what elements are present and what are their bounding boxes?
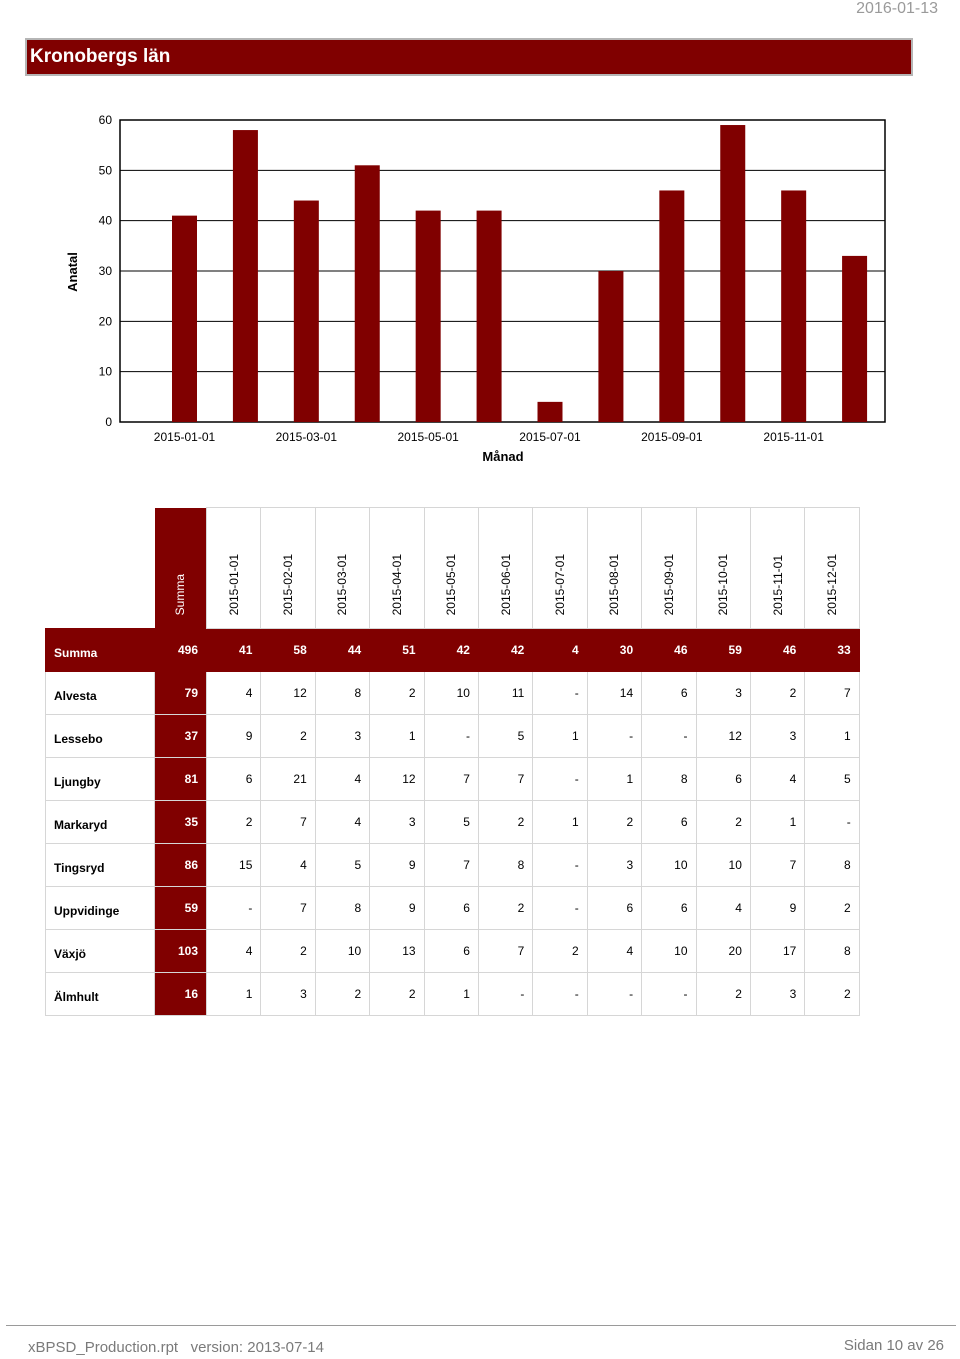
table-cell: 2 (261, 715, 315, 758)
table-row (46, 930, 860, 973)
column-header-month (315, 508, 369, 629)
table-cell: 1 (805, 715, 859, 758)
table-cell: 1 (533, 801, 587, 844)
table-cell: 10 (642, 930, 696, 973)
table-cell: 2 (696, 801, 750, 844)
x-tick-label: 2015-07-01 (519, 430, 581, 444)
bar (294, 201, 319, 422)
row-total: 81 (155, 758, 207, 801)
table-cell: 1 (207, 973, 261, 1016)
table-cell: 4 (587, 930, 641, 973)
bar (842, 256, 867, 422)
table-row (46, 844, 860, 887)
table-cell: 6 (642, 801, 696, 844)
table-cell: 12 (261, 672, 315, 715)
table-cell: 6 (424, 930, 478, 973)
row-total: 86 (155, 844, 207, 887)
table-cell: - (424, 715, 478, 758)
table-row (46, 715, 860, 758)
column-header-label: 2015-01-01 (226, 553, 241, 615)
table-cell: - (533, 844, 587, 887)
row-name: Tingsryd (46, 844, 155, 887)
table-cell: 4 (750, 758, 804, 801)
table-cell: 7 (750, 844, 804, 887)
row-name: Ljungby (46, 758, 155, 801)
table-cell: 6 (642, 672, 696, 715)
table-cell: 1 (370, 715, 424, 758)
table-cell: 4 (315, 801, 369, 844)
table-cell: 8 (805, 844, 859, 887)
title-bar (25, 38, 913, 76)
table-cell: 6 (207, 758, 261, 801)
row-name: Uppvidinge (46, 887, 155, 930)
table-cell: 4 (207, 672, 261, 715)
table-cell: - (642, 973, 696, 1016)
row-name: Markaryd (46, 801, 155, 844)
table-cell: 9 (370, 887, 424, 930)
table-cell: 1 (750, 801, 804, 844)
column-header-month (424, 508, 478, 629)
table-cell: 2 (696, 973, 750, 1016)
table-cell: - (587, 973, 641, 1016)
row-total: 37 (155, 715, 207, 758)
table-cell: - (533, 887, 587, 930)
table-cell: 5 (805, 758, 859, 801)
column-header-label: 2015-10-01 (716, 553, 731, 615)
table-cell: 6 (587, 887, 641, 930)
bar (598, 271, 623, 422)
column-header-month (261, 508, 315, 629)
table-cell: 3 (587, 844, 641, 887)
bar (538, 402, 563, 422)
table-header-row (46, 508, 860, 629)
table-cell: 1 (424, 973, 478, 1016)
table-cell: - (587, 715, 641, 758)
table-cell: 1 (533, 715, 587, 758)
bar (781, 190, 806, 422)
row-total: 35 (155, 801, 207, 844)
table-cell: 3 (261, 973, 315, 1016)
table-cell: 3 (370, 801, 424, 844)
column-header-month (696, 508, 750, 629)
table-cell: 46 (642, 629, 696, 672)
table-cell: 5 (315, 844, 369, 887)
column-header-month (587, 508, 641, 629)
table-cell: 4 (696, 887, 750, 930)
column-header-label: 2015-06-01 (498, 553, 513, 615)
row-name: Växjö (46, 930, 155, 973)
x-tick-label: 2015-09-01 (641, 430, 703, 444)
row-total: 16 (155, 973, 207, 1016)
x-tick-label: 2015-03-01 (275, 430, 338, 444)
table-cell: - (478, 973, 532, 1016)
y-tick-label: 10 (98, 364, 112, 379)
table-cell: 7 (261, 801, 315, 844)
footer-report-name: xBPSD_Production.rpt version: 2013-07-14 (28, 1339, 324, 1356)
table-cell: - (642, 715, 696, 758)
table-cell: 7 (261, 887, 315, 930)
y-axis-label: Anatal (65, 252, 80, 292)
table-cell: - (533, 973, 587, 1016)
table-cell: 20 (696, 930, 750, 973)
column-header-month (750, 508, 804, 629)
table-cell: 33 (805, 629, 859, 672)
column-header-label: 2015-12-01 (824, 553, 839, 615)
column-header-label: 2015-11-01 (770, 554, 785, 615)
table-cell: 21 (261, 758, 315, 801)
row-total: 496 (155, 629, 207, 672)
table-row (46, 672, 860, 715)
table-cell: - (533, 758, 587, 801)
table-cell: - (805, 801, 859, 844)
column-header-label: 2015-08-01 (607, 553, 622, 615)
column-header-month (478, 508, 532, 629)
table-cell: 1 (587, 758, 641, 801)
column-header-summa (155, 508, 207, 629)
y-tick-label: 0 (105, 415, 112, 429)
bar (233, 130, 258, 422)
table-cell: 7 (424, 844, 478, 887)
table-cell: 10 (642, 844, 696, 887)
table-cell: 2 (750, 672, 804, 715)
table-cell: 4 (207, 930, 261, 973)
table-cell: 3 (750, 715, 804, 758)
y-tick-label: 20 (98, 314, 112, 329)
bar (355, 165, 380, 422)
x-tick-label: 2015-11-01 (763, 430, 824, 444)
table-cell: 10 (424, 672, 478, 715)
table-cell: 46 (750, 629, 804, 672)
column-header-label: 2015-03-01 (335, 553, 350, 615)
bar (477, 211, 502, 422)
table-cell: 2 (805, 973, 859, 1016)
table-cell: 30 (587, 629, 641, 672)
column-header-month (805, 508, 859, 629)
bar (659, 190, 684, 422)
table-cell: 2 (261, 930, 315, 973)
table-cell: 8 (315, 887, 369, 930)
table-cell: 10 (696, 844, 750, 887)
row-name: Lessebo (46, 715, 155, 758)
table-row (46, 887, 860, 930)
table-cell: 17 (750, 930, 804, 973)
table-cell: 6 (424, 887, 478, 930)
table-cell: 41 (207, 629, 261, 672)
summary-row (46, 629, 860, 672)
table-cell: 5 (424, 801, 478, 844)
table-cell: 51 (370, 629, 424, 672)
bar (720, 125, 745, 422)
table-cell: 12 (696, 715, 750, 758)
column-header-label: 2015-07-01 (553, 553, 568, 615)
row-total: 59 (155, 887, 207, 930)
table-cell: 11 (478, 672, 532, 715)
table-cell: 2 (370, 973, 424, 1016)
table-cell: - (207, 887, 261, 930)
table-cell: 13 (370, 930, 424, 973)
x-axis-label: Månad (482, 449, 524, 464)
table-row (46, 758, 860, 801)
table-cell: 59 (696, 629, 750, 672)
table-cell: 5 (478, 715, 532, 758)
table-cell: 7 (478, 930, 532, 973)
table-cell: 2 (315, 973, 369, 1016)
row-total: 103 (155, 930, 207, 973)
table-cell: 2 (805, 887, 859, 930)
table-cell: 8 (805, 930, 859, 973)
bar (416, 211, 441, 422)
table-cell: 4 (533, 629, 587, 672)
data-table (45, 507, 860, 1016)
table-cell: 10 (315, 930, 369, 973)
row-name: Alvesta (46, 672, 155, 715)
table-cell: 3 (696, 672, 750, 715)
table-cell: 4 (315, 758, 369, 801)
table-cell: 6 (696, 758, 750, 801)
table-cell: 2 (207, 801, 261, 844)
page-title: Kronobergs län (30, 46, 171, 67)
table-cell: 44 (315, 629, 369, 672)
table-cell: 9 (750, 887, 804, 930)
table-cell: 8 (478, 844, 532, 887)
column-header-month (207, 508, 261, 629)
row-name: Älmhult (46, 973, 155, 1016)
table-cell: 4 (261, 844, 315, 887)
row-name: Summa (46, 629, 155, 672)
table-cell: 7 (424, 758, 478, 801)
table-cell: 8 (315, 672, 369, 715)
y-tick-label: 60 (98, 113, 112, 127)
table-cell: 9 (370, 844, 424, 887)
table-cell: 2 (533, 930, 587, 973)
table-row (46, 801, 860, 844)
table-cell: 15 (207, 844, 261, 887)
table-cell: 3 (750, 973, 804, 1016)
table-cell: 14 (587, 672, 641, 715)
y-tick-label: 30 (98, 264, 112, 278)
report-date: 2016-01-13 (856, 0, 938, 17)
table-cell: - (533, 672, 587, 715)
table-cell: 42 (424, 629, 478, 672)
table-cell: 7 (478, 758, 532, 801)
table-cell: 2 (587, 801, 641, 844)
table-cell: 2 (370, 672, 424, 715)
footer-page-number: Sidan 10 av 26 (843, 1337, 944, 1354)
table-cell: 8 (642, 758, 696, 801)
y-tick-label: 50 (98, 163, 112, 178)
table-cell: 6 (642, 887, 696, 930)
column-header-label: 2015-02-01 (281, 553, 296, 615)
table-header-blank (46, 508, 155, 629)
table-cell: 12 (370, 758, 424, 801)
column-header-label: Summa (173, 573, 188, 615)
table-cell: 42 (478, 629, 532, 672)
column-header-month (370, 508, 424, 629)
table-cell: 9 (207, 715, 261, 758)
column-header-label: 2015-04-01 (389, 553, 404, 615)
column-header-label: 2015-05-01 (444, 553, 459, 615)
table-cell: 2 (478, 887, 532, 930)
bar-chart (0, 100, 960, 480)
column-header-label: 2015-09-01 (661, 553, 676, 615)
table-cell: 2 (478, 801, 532, 844)
table-cell: 3 (315, 715, 369, 758)
x-tick-label: 2015-05-01 (397, 430, 459, 444)
column-header-month (642, 508, 696, 629)
column-header-month (533, 508, 587, 629)
footer-divider (6, 1325, 956, 1326)
table-cell: 7 (805, 672, 859, 715)
row-total: 79 (155, 672, 207, 715)
table-row (46, 973, 860, 1016)
bar (172, 216, 197, 422)
x-tick-label: 2015-01-01 (153, 430, 216, 444)
table-cell: 58 (261, 629, 315, 672)
y-tick-label: 40 (98, 213, 112, 228)
